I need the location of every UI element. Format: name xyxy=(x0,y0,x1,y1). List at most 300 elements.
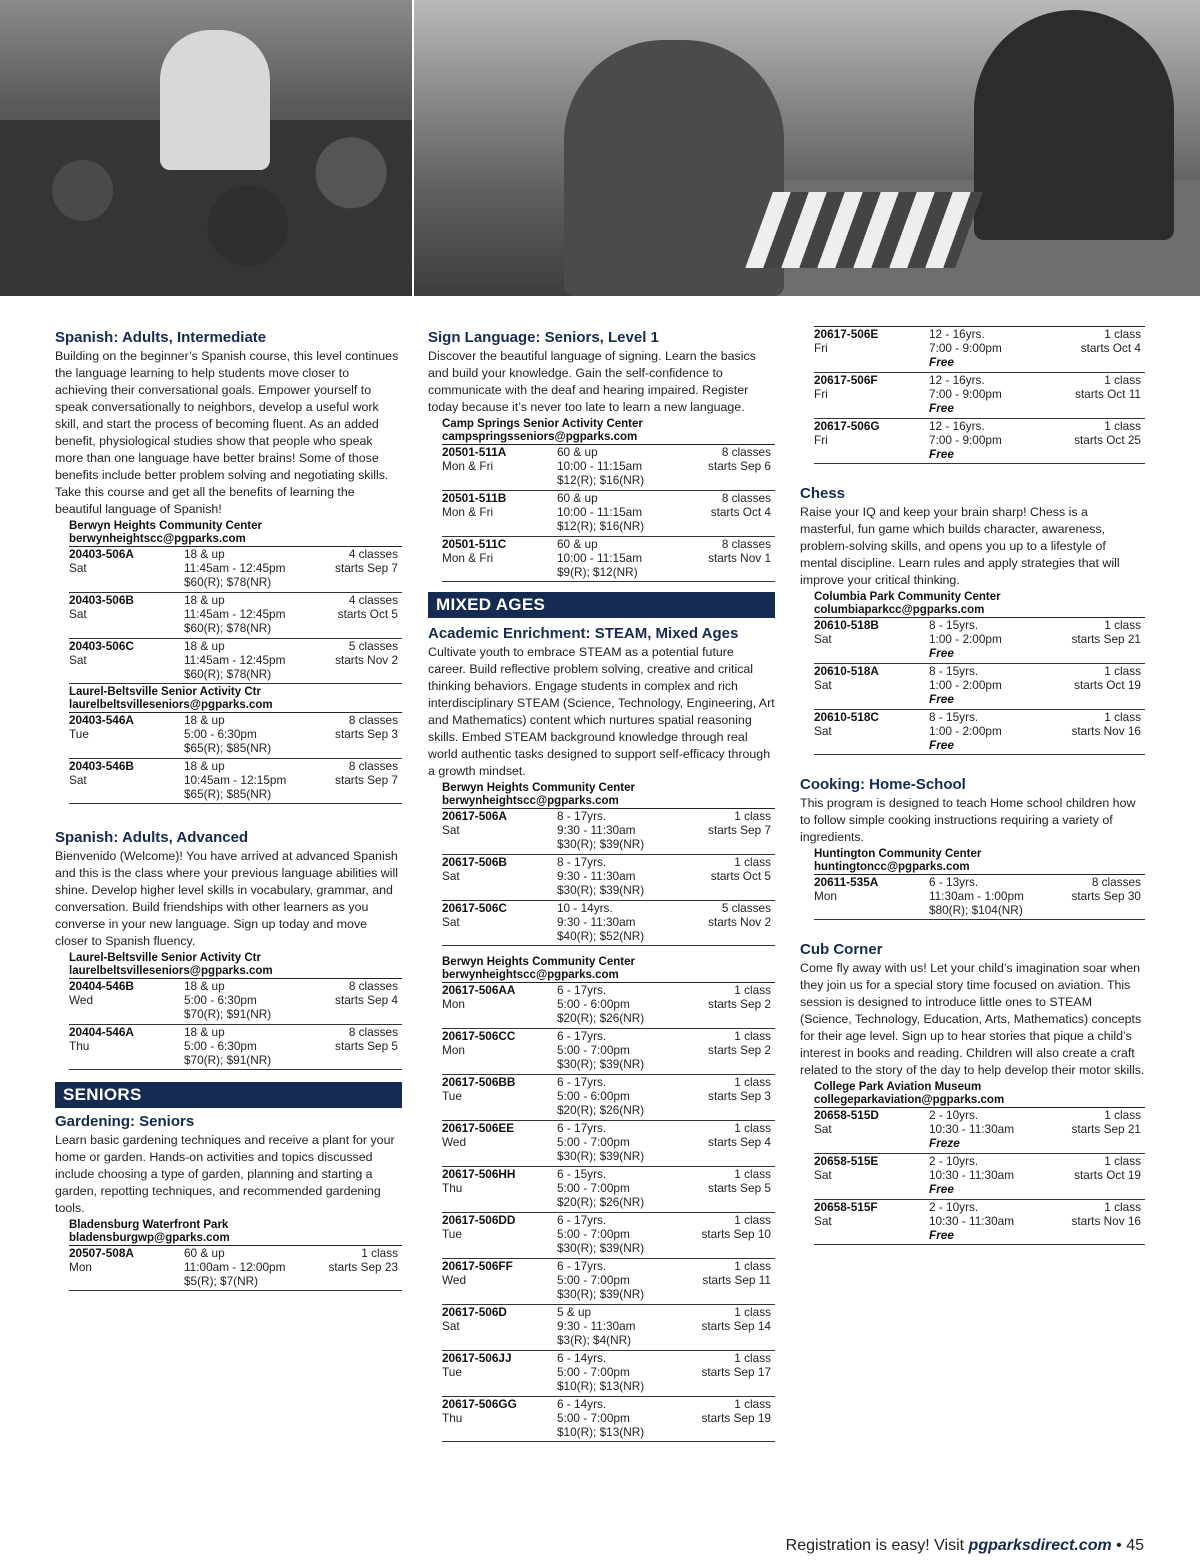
class-fee: $60(R); $78(NR) xyxy=(184,667,272,681)
class-count: 8 classes xyxy=(348,759,398,773)
class-entry xyxy=(69,758,402,804)
class-code: 20403-506C xyxy=(69,639,134,653)
class-fee: $20(R); $26(NR) xyxy=(557,1195,645,1209)
class-age: 18 & up xyxy=(184,547,225,561)
course-description: Come fly away with us! Let your child’s imagination soar when they join us for a special story time focused on aviation. This session is designed to introduce little ones to STEAM (Science, Technology, Education, Arts, Mathematics) concepts for their age level. Sign up to hear stories that pique a child’s interest in books and reading. Children will also create a craft related to the story of the day to help develop their motor skills. xyxy=(800,961,1145,1077)
spacer xyxy=(428,946,775,954)
class-start: starts Sep 7 xyxy=(335,561,398,575)
class-age: 8 - 17yrs. xyxy=(557,855,607,869)
class-start: starts Sep 30 xyxy=(1071,889,1141,903)
class-list xyxy=(442,444,775,582)
class-start: starts Sep 19 xyxy=(701,1411,771,1425)
class-time: 5:00 - 7:00pm xyxy=(557,1411,630,1425)
course-title: Spanish: Adults, Advanced xyxy=(55,829,249,846)
column-2 xyxy=(428,328,775,1442)
class-list xyxy=(814,617,1145,755)
class-day: Sat xyxy=(814,724,832,738)
class-entry xyxy=(442,982,775,1028)
class-day: Tue xyxy=(69,727,89,741)
location-email[interactable]: berwynheightscc@pgparks.com xyxy=(442,795,619,807)
class-fee: $20(R); $26(NR) xyxy=(557,1103,645,1117)
class-count: 8 classes xyxy=(721,491,771,505)
class-age: 18 & up xyxy=(184,759,225,773)
class-code: 20617-506D xyxy=(442,1305,507,1319)
class-time: 5:00 - 6:00pm xyxy=(557,997,630,1011)
location xyxy=(69,686,402,712)
class-time: 7:00 - 9:00pm xyxy=(929,387,1002,401)
class-age: 2 - 10yrs. xyxy=(929,1200,979,1214)
class-time: 10:00 - 11:15am xyxy=(557,505,643,519)
class-list xyxy=(69,1245,402,1291)
class-entry xyxy=(442,1120,775,1166)
class-age: 2 - 10yrs. xyxy=(929,1108,979,1122)
class-age: 6 - 17yrs. xyxy=(557,1121,607,1135)
class-start: starts Nov 16 xyxy=(1071,724,1141,738)
class-start: starts Oct 4 xyxy=(1080,341,1141,355)
class-fee: $10(R); $13(NR) xyxy=(557,1379,645,1393)
class-fee: $65(R); $85(NR) xyxy=(184,741,272,755)
class-day: Mon & Fri xyxy=(442,459,494,473)
footer-link[interactable]: pgparksdirect.com xyxy=(968,1537,1112,1554)
location-name: Berwyn Heights Community Center xyxy=(442,782,635,794)
class-age: 6 - 17yrs. xyxy=(557,983,607,997)
class-age: 60 & up xyxy=(557,445,598,459)
class-age: 2 - 10yrs. xyxy=(929,1154,979,1168)
location-email[interactable]: campspringsseniors@pgparks.com xyxy=(442,431,638,443)
class-code: 20658-515E xyxy=(814,1154,879,1168)
spacer xyxy=(55,1070,402,1082)
class-entry xyxy=(442,1304,775,1350)
class-code: 20617-506HH xyxy=(442,1167,516,1181)
class-code: 20403-506A xyxy=(69,547,134,561)
class-time: 10:30 - 11:30am xyxy=(929,1168,1015,1182)
class-day: Sat xyxy=(814,1122,832,1136)
class-count: 1 class xyxy=(1104,1200,1141,1214)
class-age: 18 & up xyxy=(184,979,225,993)
gardening-photo xyxy=(0,0,412,296)
class-time: 10:30 - 11:30am xyxy=(929,1214,1015,1228)
class-code: 20617-506C xyxy=(442,901,507,915)
class-code: 20610-518B xyxy=(814,618,879,632)
class-count: 1 class xyxy=(734,1121,771,1135)
class-entry xyxy=(69,1245,402,1291)
course-title: Chess xyxy=(800,485,846,502)
class-code: 20501-511C xyxy=(442,537,507,551)
class-time: 10:00 - 11:15am xyxy=(557,459,643,473)
class-code: 20403-546B xyxy=(69,759,134,773)
page-number: • 45 xyxy=(1111,1537,1144,1554)
class-start: starts Sep 6 xyxy=(708,459,771,473)
class-time: 5:00 - 6:00pm xyxy=(557,1089,630,1103)
class-code: 20404-546B xyxy=(69,979,134,993)
class-age: 8 - 15yrs. xyxy=(929,618,979,632)
spacer xyxy=(800,464,1145,484)
class-time: 11:45am - 12:45pm xyxy=(184,561,286,575)
class-fee: $70(R); $91(NR) xyxy=(184,1053,272,1067)
class-start: starts Oct 11 xyxy=(1075,387,1141,401)
class-entry xyxy=(442,1396,775,1442)
location xyxy=(814,591,1145,617)
class-list xyxy=(69,712,402,804)
class-fee: $9(R); $12(NR) xyxy=(557,565,638,579)
class-fee: $10(R); $13(NR) xyxy=(557,1425,645,1439)
class-code: 20501-511A xyxy=(442,445,507,459)
class-entry xyxy=(442,444,775,490)
class-count: 8 classes xyxy=(348,979,398,993)
class-list xyxy=(442,982,775,1442)
course-title: Sign Language: Seniors, Level 1 xyxy=(428,329,659,346)
class-day: Mon xyxy=(442,997,465,1011)
class-time: 5:00 - 6:30pm xyxy=(184,993,257,1007)
class-entry xyxy=(442,1258,775,1304)
class-count: 1 class xyxy=(1104,710,1141,724)
spacer xyxy=(55,804,402,828)
class-fee: $60(R); $78(NR) xyxy=(184,575,272,589)
class-code: 20658-515F xyxy=(814,1200,878,1214)
class-day: Wed xyxy=(442,1273,467,1287)
class-start: starts Sep 14 xyxy=(701,1319,771,1333)
class-time: 10:00 - 11:15am xyxy=(557,551,643,565)
class-count: 1 class xyxy=(1104,618,1141,632)
class-time: 1:00 - 2:00pm xyxy=(929,724,1002,738)
class-start: starts Nov 2 xyxy=(335,653,398,667)
class-count: 8 classes xyxy=(721,537,771,551)
class-code: 20403-506B xyxy=(69,593,134,607)
class-entry xyxy=(814,326,1145,372)
class-count: 5 classes xyxy=(348,639,398,653)
class-code: 20617-506JJ xyxy=(442,1351,512,1365)
class-count: 1 class xyxy=(1104,1154,1141,1168)
location-email[interactable]: columbiaparkcc@pgparks.com xyxy=(814,604,985,616)
course-description: Building on the beginner’s Spanish course, this level continues the language learning to help students move closer to achieving their conversational goals. Empower yourself to speak conversationally to neighbors, develop a useful work skill, and start the process of becoming fluent. As an added benefit, physiological studies show that people who speak more than one language have better brains! Some of those benefits include better problem solving and negotiating skills. Take this course and get all the benefits of learning the beautiful language of Spanish! xyxy=(55,349,399,516)
class-age: 18 & up xyxy=(184,593,225,607)
class-entry xyxy=(442,1350,775,1396)
location xyxy=(442,782,775,808)
class-time: 10:30 - 11:30am xyxy=(929,1122,1015,1136)
class-entry xyxy=(442,1166,775,1212)
class-entry xyxy=(69,1024,402,1070)
class-start: starts Nov 16 xyxy=(1071,1214,1141,1228)
class-age: 6 - 13yrs. xyxy=(929,875,979,889)
class-entry xyxy=(69,638,402,684)
class-start: starts Sep 3 xyxy=(335,727,398,741)
class-start: starts Sep 7 xyxy=(335,773,398,787)
class-start: starts Sep 11 xyxy=(702,1273,771,1287)
class-code: 20404-546A xyxy=(69,1025,134,1039)
class-day: Sat xyxy=(442,869,460,883)
class-day: Sat xyxy=(442,823,460,837)
class-entry xyxy=(814,617,1145,663)
location-name: Laurel-Beltsville Senior Activity Ctr xyxy=(69,952,261,964)
class-count: 1 class xyxy=(734,1075,771,1089)
location-name: Columbia Park Community Center xyxy=(814,591,1001,603)
class-entry xyxy=(814,1153,1145,1199)
class-entry xyxy=(442,1212,775,1258)
class-count: 1 class xyxy=(734,1029,771,1043)
class-age: 60 & up xyxy=(557,491,598,505)
class-code: 20611-535A xyxy=(814,875,879,889)
class-age: 10 - 14yrs. xyxy=(557,901,613,915)
class-start: starts Oct 4 xyxy=(710,505,771,519)
class-start: starts Sep 7 xyxy=(708,823,771,837)
class-entry xyxy=(442,490,775,536)
class-time: 5:00 - 6:30pm xyxy=(184,727,257,741)
chess-board xyxy=(745,192,983,268)
class-day: Sat xyxy=(814,632,832,646)
class-code: 20617-506EE xyxy=(442,1121,515,1135)
location-email[interactable]: berwynheightscc@pgparks.com xyxy=(69,533,246,545)
page-footer xyxy=(0,1537,1144,1555)
class-code: 20658-515D xyxy=(814,1108,879,1122)
class-time: 7:00 - 9:00pm xyxy=(929,341,1002,355)
class-time: 7:00 - 9:00pm xyxy=(929,433,1002,447)
class-time: 5:00 - 6:30pm xyxy=(184,1039,257,1053)
location xyxy=(442,418,775,444)
class-code: 20403-546A xyxy=(69,713,134,727)
class-age: 12 - 16yrs. xyxy=(929,419,985,433)
class-fee: Free xyxy=(929,1182,954,1196)
class-start: starts Sep 5 xyxy=(708,1181,771,1195)
class-count: 8 classes xyxy=(348,713,398,727)
class-fee: $60(R); $78(NR) xyxy=(184,621,272,635)
class-time: 1:00 - 2:00pm xyxy=(929,632,1002,646)
gardener-figure xyxy=(160,30,270,170)
location-email[interactable]: huntingtoncc@pgparks.com xyxy=(814,861,970,873)
class-list xyxy=(442,808,775,946)
class-fee: $30(R); $39(NR) xyxy=(557,1149,645,1163)
class-start: starts Sep 17 xyxy=(701,1365,771,1379)
course-description: Learn basic gardening techniques and receive a plant for your home or garden. Hands-on activities and topics discussed include choosing a type of garden, planning and starting a garden, repotting techniques, and recommended gardening tools. xyxy=(55,1133,395,1215)
class-list xyxy=(814,874,1145,920)
class-day: Sat xyxy=(69,561,87,575)
class-time: 5:00 - 7:00pm xyxy=(557,1043,630,1057)
class-code: 20617-506A xyxy=(442,809,507,823)
class-count: 1 class xyxy=(734,1259,771,1273)
class-code: 20617-506F xyxy=(814,373,878,387)
footer-prefix: Registration is easy! Visit xyxy=(785,1537,969,1554)
class-fee: $3(R); $4(NR) xyxy=(557,1333,632,1347)
class-entry xyxy=(442,808,775,854)
class-entry xyxy=(814,1199,1145,1245)
class-code: 20501-511B xyxy=(442,491,507,505)
class-fee: $30(R); $39(NR) xyxy=(557,883,645,897)
class-count: 8 classes xyxy=(348,1025,398,1039)
class-count: 1 class xyxy=(1104,664,1141,678)
class-age: 18 & up xyxy=(184,713,225,727)
class-day: Sat xyxy=(69,773,87,787)
class-age: 8 - 17yrs. xyxy=(557,809,607,823)
class-count: 1 class xyxy=(734,1305,771,1319)
location-name: Huntington Community Center xyxy=(814,848,982,860)
class-time: 11:45am - 12:45pm xyxy=(184,607,286,621)
class-day: Wed xyxy=(442,1135,467,1149)
class-start: starts Oct 5 xyxy=(710,869,771,883)
course-title: Academic Enrichment: STEAM, Mixed Ages xyxy=(428,625,739,642)
class-count: 1 class xyxy=(1104,419,1141,433)
class-entry xyxy=(442,536,775,582)
class-fee: $40(R); $52(NR) xyxy=(557,929,645,943)
spacer xyxy=(428,582,775,592)
class-count: 1 class xyxy=(734,983,771,997)
section-header-seniors: SENIORS xyxy=(55,1082,402,1108)
class-age: 6 - 14yrs. xyxy=(557,1397,607,1411)
location xyxy=(69,520,402,546)
class-day: Mon xyxy=(69,1260,92,1274)
class-time: 9:30 - 11:30am xyxy=(557,915,636,929)
chess-player-right xyxy=(974,10,1174,240)
class-day: Sat xyxy=(69,653,87,667)
class-code: 20617-506FF xyxy=(442,1259,513,1273)
class-day: Mon xyxy=(442,1043,465,1057)
class-count: 1 class xyxy=(1104,327,1141,341)
class-time: 1:00 - 2:00pm xyxy=(929,678,1002,692)
course-title: Cub Corner xyxy=(800,941,883,958)
class-time: 9:30 - 11:30am xyxy=(557,869,636,883)
class-time: 9:30 - 11:30am xyxy=(557,823,636,837)
class-count: 1 class xyxy=(1104,1108,1141,1122)
class-start: starts Oct 19 xyxy=(1074,1168,1141,1182)
class-day: Mon & Fri xyxy=(442,505,494,519)
class-code: 20617-506DD xyxy=(442,1213,516,1227)
class-fee: $65(R); $85(NR) xyxy=(184,787,272,801)
class-day: Sat xyxy=(69,607,87,621)
class-entry xyxy=(69,592,402,638)
class-age: 6 - 17yrs. xyxy=(557,1259,607,1273)
class-day: Wed xyxy=(69,993,94,1007)
section-header-mixed-ages: MIXED AGES xyxy=(428,592,775,618)
class-time: 10:45am - 12:15pm xyxy=(184,773,287,787)
location-name: Berwyn Heights Community Center xyxy=(69,520,262,532)
class-day: Mon & Fri xyxy=(442,551,494,565)
class-start: starts Nov 1 xyxy=(708,551,771,565)
class-day: Fri xyxy=(814,341,828,355)
class-age: 8 - 15yrs. xyxy=(929,710,979,724)
location-email[interactable]: bladensburgwp@gparks.com xyxy=(69,1232,230,1244)
class-age: 60 & up xyxy=(184,1246,225,1260)
class-fee: Free xyxy=(929,401,954,415)
class-time: 11:30am - 1:00pm xyxy=(929,889,1024,903)
class-entry xyxy=(69,978,402,1024)
location-email[interactable]: laurelbeltsvilleseniors@pgparks.com xyxy=(69,699,273,711)
class-start: starts Oct 5 xyxy=(337,607,398,621)
class-fee: Free xyxy=(929,692,954,706)
class-start: starts Sep 2 xyxy=(708,997,771,1011)
class-start: starts Oct 19 xyxy=(1074,678,1141,692)
class-fee: $80(R); $104(NR) xyxy=(929,903,1023,917)
course-description: Bienvenido (Welcome)! You have arrived at advanced Spanish and this is the class where your previous language abilities will shine. Develop higher level skills in vocabulary, grammar, and conversation. Build friendships with other learners as you converse in your new language. Sign up today and move closer to Spanish fluency. xyxy=(55,849,398,948)
class-day: Tue xyxy=(442,1089,462,1103)
location xyxy=(69,1219,402,1245)
class-count: 1 class xyxy=(361,1246,398,1260)
class-code: 20617-506GG xyxy=(442,1397,517,1411)
class-count: 4 classes xyxy=(348,547,398,561)
class-fee: $30(R); $39(NR) xyxy=(557,1287,645,1301)
class-day: Thu xyxy=(442,1411,463,1425)
class-start: starts Sep 10 xyxy=(701,1227,771,1241)
class-code: 20610-518A xyxy=(814,664,879,678)
location-name: College Park Aviation Museum xyxy=(814,1081,982,1093)
location-name: Laurel-Beltsville Senior Activity Ctr xyxy=(69,686,261,698)
class-time: 11:00am - 12:00pm xyxy=(184,1260,286,1274)
spacer xyxy=(800,920,1145,940)
class-age: 18 & up xyxy=(184,1025,225,1039)
column-1 xyxy=(55,328,402,1291)
class-list xyxy=(814,1107,1145,1245)
location-email[interactable]: collegeparkaviation@pgparks.com xyxy=(814,1094,1005,1106)
class-age: 6 - 17yrs. xyxy=(557,1029,607,1043)
course-title: Spanish: Adults, Intermediate xyxy=(55,329,267,346)
class-entry xyxy=(442,854,775,900)
class-entry xyxy=(814,418,1145,464)
class-count: 1 class xyxy=(734,1397,771,1411)
class-code: 20617-506B xyxy=(442,855,507,869)
class-day: Sat xyxy=(442,1319,460,1333)
class-fee: Free xyxy=(929,646,954,660)
course-description: This program is designed to teach Home school children how to follow simple cooking instructions requiring a variety of ingredients. xyxy=(800,796,1136,844)
class-fee: $30(R); $39(NR) xyxy=(557,1057,645,1071)
class-entry xyxy=(442,900,775,946)
class-code: 20617-506E xyxy=(814,327,879,341)
location-email[interactable]: berwynheightscc@pgparks.com xyxy=(442,969,619,981)
class-start: starts Sep 3 xyxy=(708,1089,771,1103)
location-name: Berwyn Heights Community Center xyxy=(442,956,635,968)
class-fee: $70(R); $91(NR) xyxy=(184,1007,272,1021)
location-email[interactable]: laurelbeltsvilleseniors@pgparks.com xyxy=(69,965,273,977)
class-time: 5:00 - 7:00pm xyxy=(557,1181,630,1195)
class-fee: Free xyxy=(929,1228,954,1242)
class-age: 18 & up xyxy=(184,639,225,653)
class-count: 5 classes xyxy=(721,901,771,915)
class-time: 9:30 - 11:30am xyxy=(557,1319,636,1333)
class-list xyxy=(814,326,1145,464)
column-3 xyxy=(800,326,1145,1245)
class-age: 6 - 17yrs. xyxy=(557,1213,607,1227)
class-day: Sat xyxy=(442,915,460,929)
class-age: 6 - 15yrs. xyxy=(557,1167,607,1181)
class-entry xyxy=(814,874,1145,920)
class-fee: Free xyxy=(929,738,954,752)
location xyxy=(69,952,402,978)
class-start: starts Sep 4 xyxy=(708,1135,771,1149)
class-age: 12 - 16yrs. xyxy=(929,327,985,341)
class-day: Fri xyxy=(814,387,828,401)
photo-band xyxy=(0,0,1200,298)
class-age: 6 - 14yrs. xyxy=(557,1351,607,1365)
location-name: Bladensburg Waterfront Park xyxy=(69,1219,229,1231)
class-list xyxy=(69,546,402,684)
location xyxy=(442,956,775,982)
class-fee: $12(R); $16(NR) xyxy=(557,473,645,487)
class-code: 20617-506G xyxy=(814,419,880,433)
class-start: starts Sep 23 xyxy=(328,1260,398,1274)
class-age: 8 - 15yrs. xyxy=(929,664,979,678)
class-start: starts Sep 21 xyxy=(1071,632,1141,646)
class-count: 1 class xyxy=(1104,373,1141,387)
course-title: Gardening: Seniors xyxy=(55,1113,195,1130)
class-entry xyxy=(69,712,402,758)
class-day: Sat xyxy=(814,678,832,692)
class-time: 5:00 - 7:00pm xyxy=(557,1365,630,1379)
class-day: Tue xyxy=(442,1227,462,1241)
class-time: 11:45am - 12:45pm xyxy=(184,653,286,667)
class-count: 1 class xyxy=(734,1213,771,1227)
class-day: Tue xyxy=(442,1365,462,1379)
class-day: Sat xyxy=(814,1168,832,1182)
class-entry xyxy=(442,1028,775,1074)
class-count: 1 class xyxy=(734,1167,771,1181)
class-count: 1 class xyxy=(734,855,771,869)
class-start: starts Sep 4 xyxy=(335,993,398,1007)
